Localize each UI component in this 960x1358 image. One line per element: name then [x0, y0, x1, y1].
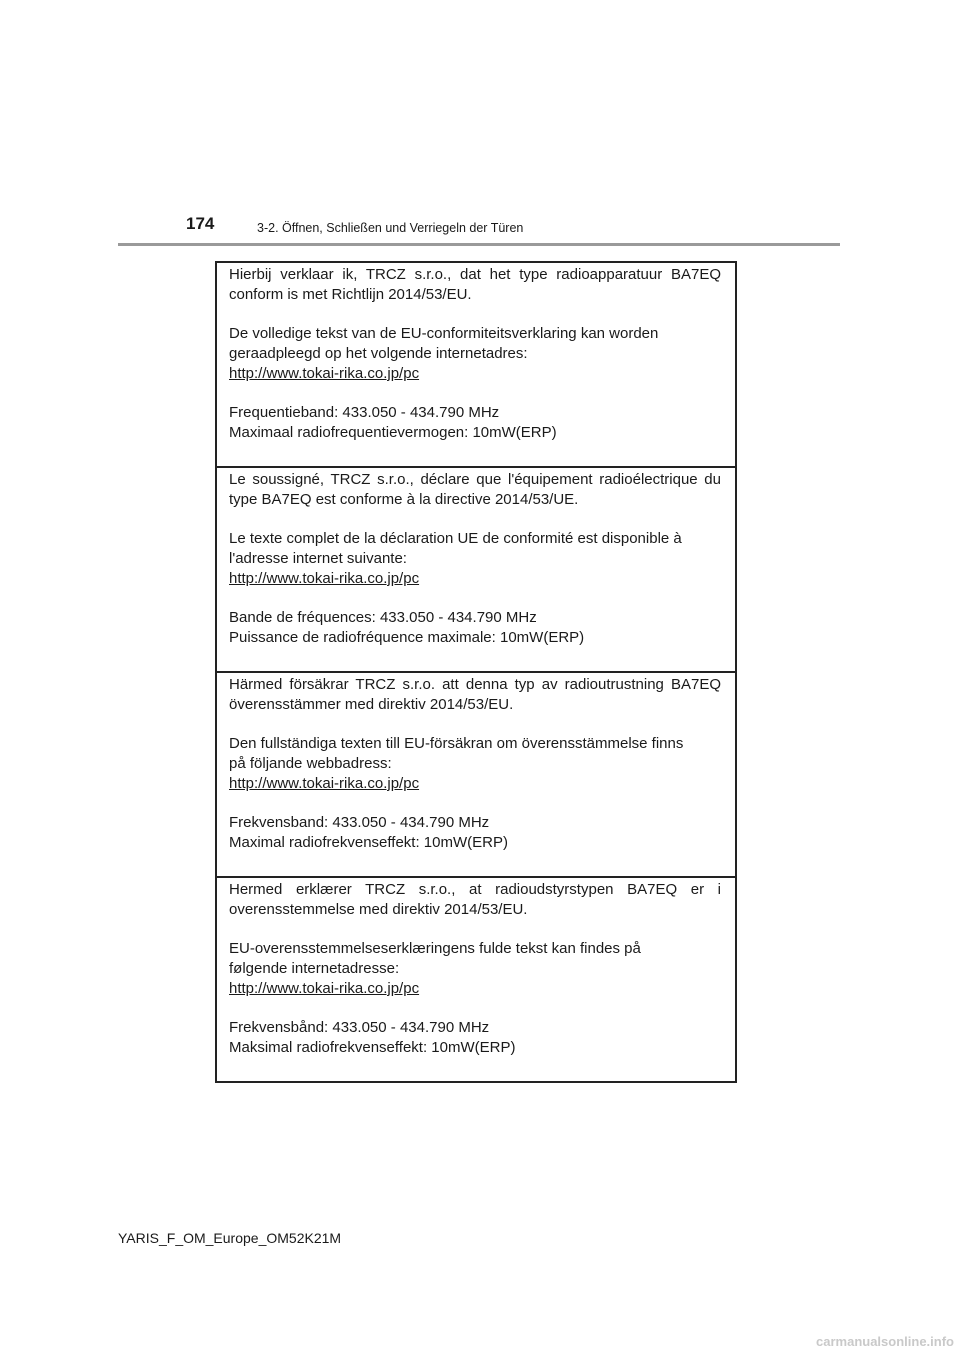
frequency-band: Bande de fréquences: 433.050 - 434.790 MHz — [229, 609, 537, 626]
declaration-danish — [217, 878, 735, 1081]
declaration-statement: Le soussigné, TRCZ s.r.o., déclare que l'équipement radioélectrique du type BA7EQ est conforme à la directive 2014/53/UE. — [229, 471, 721, 508]
declaration-text-info-line-1: De volledige tekst van de EU-conformiteitsverklaring kan worden — [229, 325, 659, 342]
declaration-text-info-line-2: geraadpleegd op het volgende internetadres: — [229, 345, 528, 362]
document-id: YARIS_F_OM_Europe_OM52K21M — [118, 1230, 342, 1246]
watermark: carmanualsonline.info — [816, 1334, 954, 1349]
max-power: Maksimal radiofrekvenseffekt: 10mW(ERP) — [229, 1039, 516, 1056]
declaration-url-link[interactable]: http://www.tokai-rika.co.jp/pc — [229, 365, 420, 382]
section-title: 3-2. Öffnen, Schließen und Verriegeln der Türen — [257, 221, 524, 235]
max-power: Maximaal radiofrequentievermogen: 10mW(ERP) — [229, 424, 557, 441]
frequency-band: Frekvensband: 433.050 - 434.790 MHz — [229, 814, 490, 831]
declaration-dutch — [217, 263, 735, 468]
declaration-url-link[interactable]: http://www.tokai-rika.co.jp/pc — [229, 570, 420, 587]
page-number: 174 — [186, 214, 215, 233]
declaration-statement: Härmed försäkrar TRCZ s.r.o. att denna typ av radioutrustning BA7EQ överensstämmer med direktiv 2014/53/EU. — [229, 676, 721, 713]
declaration-text-info-line-2: l'adresse internet suivante: — [229, 550, 407, 567]
header-rule — [118, 243, 840, 246]
frequency-band: Frekvensbånd: 433.050 - 434.790 MHz — [229, 1019, 490, 1036]
declaration-statement: Hermed erklærer TRCZ s.r.o., at radioudstyrstypen BA7EQ er i overensstemmelse med direktiv 2014/53/EU. — [229, 881, 721, 918]
declaration-url-link[interactable]: http://www.tokai-rika.co.jp/pc — [229, 775, 420, 792]
declaration-text-info-line-1: Den fullständiga texten till EU-försäkran om överensstämmelse finns — [229, 735, 684, 752]
frequency-band: Frequentieband: 433.050 - 434.790 MHz — [229, 404, 500, 421]
declaration-table — [215, 261, 737, 1083]
declaration-url-link[interactable]: http://www.tokai-rika.co.jp/pc — [229, 980, 420, 997]
declaration-text-info-line-2: på följande webbadress: — [229, 755, 392, 772]
max-power: Maximal radiofrekvenseffekt: 10mW(ERP) — [229, 834, 508, 851]
declaration-swedish — [217, 673, 735, 878]
declaration-text-info-line-1: Le texte complet de la déclaration UE de conformité est disponible à — [229, 530, 682, 547]
max-power: Puissance de radiofréquence maximale: 10mW(ERP) — [229, 629, 585, 646]
declaration-text-info-line-2: følgende internetadresse: — [229, 960, 400, 977]
declaration-statement: Hierbij verklaar ik, TRCZ s.r.o., dat het type radioapparatuur BA7EQ conform is met Richtlijn 2014/53/EU. — [229, 266, 721, 303]
declaration-french — [217, 468, 735, 673]
declaration-text-info-line-1: EU-overensstemmelseserklæringens fulde tekst kan findes på — [229, 940, 641, 957]
